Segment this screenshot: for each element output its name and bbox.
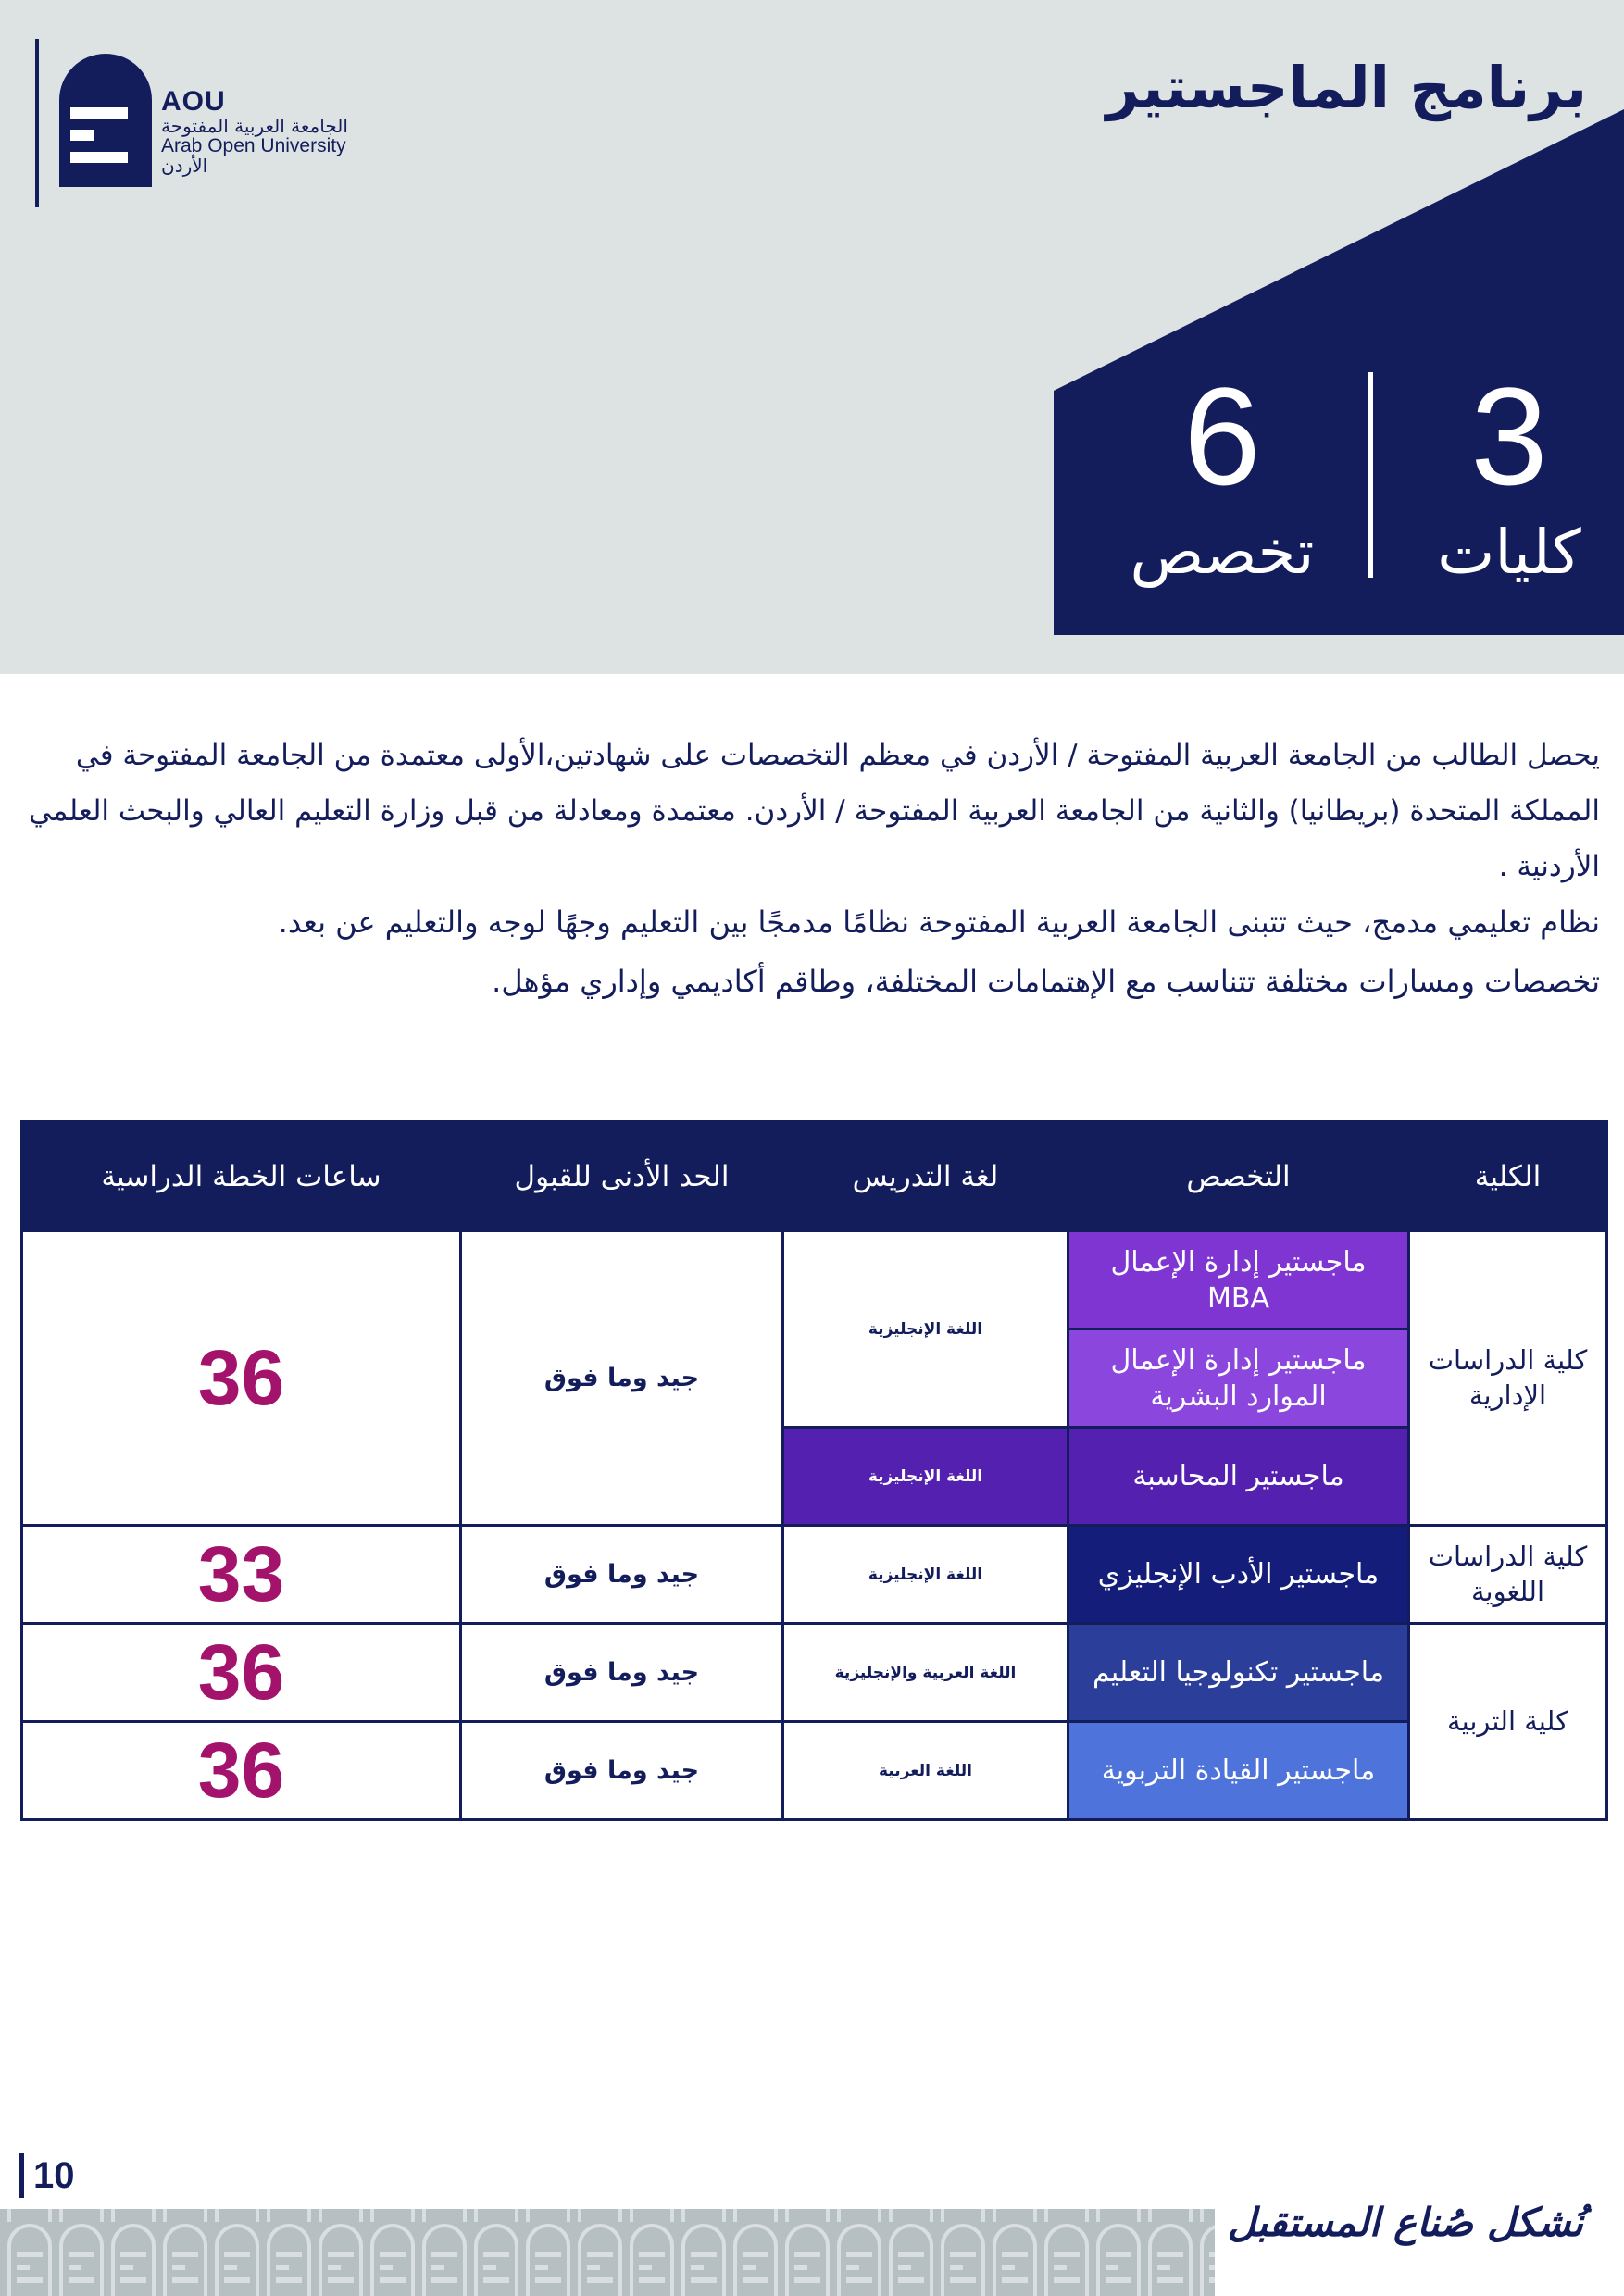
language-cell: اللغة الإنجليزية [783,1428,1068,1526]
language-cell: اللغة العربية [783,1722,1068,1820]
footer-arch-pattern-icon [0,2209,1215,2296]
logo-abbr: AOU [161,86,226,117]
min-admission-cell: جيد وما فوق [461,1624,783,1722]
credit-hours-cell: 36 [22,1722,461,1820]
logo-branch-ar: الأردن [161,154,208,177]
logo-divider [35,39,39,207]
page-number-value: 10 [33,2154,75,2196]
header-credit-hours: ساعات الخطة الدراسية [22,1122,461,1231]
header-faculty: الكلية [1409,1122,1607,1231]
footer-pattern [0,2209,1215,2296]
language-cell: اللغة الإنجليزية [783,1231,1068,1428]
stats-divider [1368,372,1373,578]
min-admission-cell: جيد وما فوق [461,1722,783,1820]
logo-name-ar: الجامعة العربية المفتوحة [161,114,348,137]
university-logo [35,35,387,211]
stat-faculties [1426,358,1593,588]
stat-faculties-label: كليات [1437,517,1581,588]
stat-specializations-value: 6 [1183,358,1261,514]
table-header-row [22,1122,1607,1231]
faculty-admin: كلية الدراسات الإدارية [1409,1231,1607,1526]
programs-table [20,1120,1608,1821]
language-cell: اللغة العربية والإنجليزية [783,1624,1068,1722]
table-row [22,1526,1607,1624]
credit-hours-cell: 33 [22,1526,461,1624]
page-number [19,2153,75,2198]
intro-paragraph: يحصل الطالب من الجامعة العربية المفتوحة / الأردن في معظم التخصصات على شهادتين،الأولى معتمدة من الجامعة المفتوحة في المملكة المتحدة (بريطانيا) والثانية من الجامعة العربية المفتوحة / الأردن. معتمدة ومعادلة من قبل وزارة التعليم العالي والبحث العلمي الأردنية . [28,739,1600,883]
language-cell: اللغة الإنجليزية [783,1526,1068,1624]
min-admission-cell: جيد وما فوق [461,1231,783,1526]
header-specialization: التخصص [1068,1122,1409,1231]
stat-faculties-value: 3 [1470,358,1548,514]
footer-slogan: نُشكل صُناع المستقبل [1227,2200,1583,2245]
page-number-bar [19,2153,24,2198]
table-row [22,1231,1607,1329]
logo-arch-icon [59,54,152,187]
stat-specializations-label: تخصص [1130,517,1315,588]
program-english-lit: ماجستير الأدب الإنجليزي [1068,1526,1409,1624]
faculty-languages: كلية الدراسات اللغوية [1409,1526,1607,1624]
logo-text [161,87,348,176]
header-language: لغة التدريس [783,1122,1068,1231]
intro-bullet-tracks: تخصصات ومسارات مختلفة تتناسب مع الإهتمامات المختلفة، وطاقم أكاديمي وإداري مؤهل. [492,964,1600,999]
page-title: برنامج الماجستير [1106,54,1587,121]
intro-text [0,728,1600,1009]
program-accounting: ماجستير المحاسبة [1068,1428,1409,1526]
header-min-admission: الحد الأدنى للقبول [461,1122,783,1231]
program-mba: ماجستير إدارة الإعمال MBA [1068,1231,1409,1329]
intro-bullet-blended: نظام تعليمي مدمج، حيث تتبنى الجامعة العربية المفتوحة نظامًا مدمجًا بين التعليم وجهًا لوجه والتعليم عن بعد. [278,905,1600,940]
credit-hours-cell: 36 [22,1624,461,1722]
program-edtech: ماجستير تكنولوجيا التعليم [1068,1624,1409,1722]
faculty-education: كلية التربية [1409,1624,1607,1820]
min-admission-cell: جيد وما فوق [461,1526,783,1624]
program-edleadership: ماجستير القيادة التربوية [1068,1722,1409,1820]
logo-name-en: Arab Open University [161,134,346,156]
stat-specializations [1120,358,1324,588]
table-row [22,1722,1607,1820]
credit-hours-cell: 36 [22,1231,461,1526]
table-row [22,1624,1607,1722]
program-hr: ماجستير إدارة الإعمال الموارد البشرية [1068,1329,1409,1428]
